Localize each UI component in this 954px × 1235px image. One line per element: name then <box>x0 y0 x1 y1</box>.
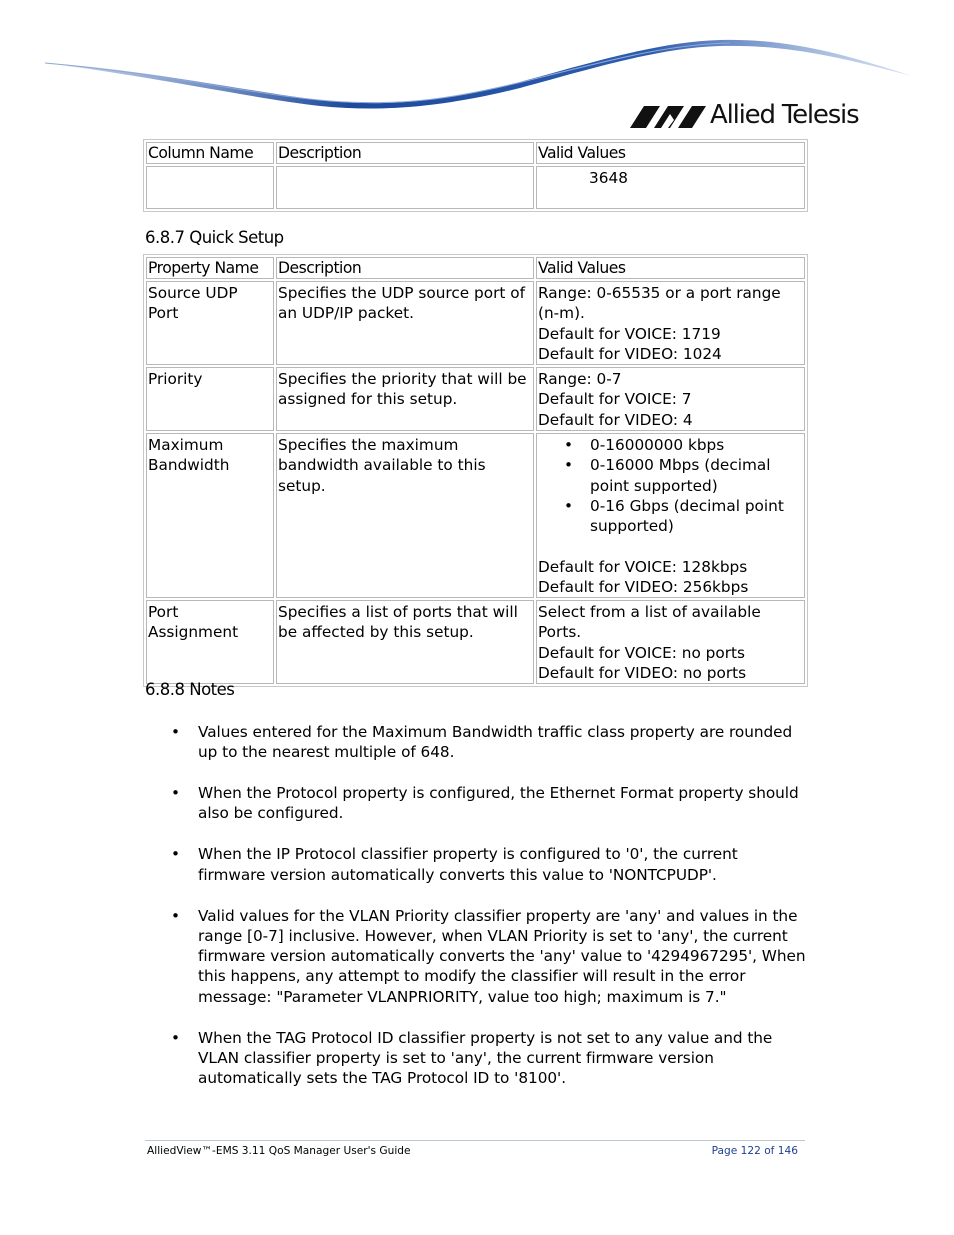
bandwidth-list <box>538 435 803 536</box>
table-cell <box>536 166 805 209</box>
header-column-name: Column Name <box>146 142 274 164</box>
value-line: Select from a list of available Ports. <box>538 603 761 642</box>
property-description: Specifies the priority that will be assigned for this setup. <box>276 367 534 431</box>
header-property-name: Property Name <box>146 257 274 279</box>
footer-divider <box>145 1140 805 1141</box>
list-item: • 0-16 Gbps (decimal point supported) <box>590 496 803 537</box>
header-swoosh <box>0 0 954 115</box>
section-heading-quick-setup: 6.8.7 Quick Setup <box>145 228 284 247</box>
header-description: Description <box>276 142 534 164</box>
property-values <box>536 600 805 684</box>
property-description: Specifies a list of ports that will be affected by this setup. <box>276 600 534 684</box>
list-item: • 0-16000 Mbps (decimal point supported) <box>590 455 803 496</box>
value-line: Default for VOICE: 7 <box>538 390 692 409</box>
table-row <box>146 600 805 684</box>
logo-text: Allied Telesis <box>710 100 859 130</box>
property-values <box>536 367 805 431</box>
property-name: Source UDP Port <box>146 281 274 365</box>
table-cell <box>146 166 274 209</box>
table-row <box>146 433 805 598</box>
value-line: Range: 0-65535 or a port range (n-m). <box>538 284 781 323</box>
notes-list <box>145 722 809 1109</box>
column-table <box>143 139 808 212</box>
property-name: Port Assignment <box>146 600 274 684</box>
value-line: Default for VIDEO: 4 <box>538 410 693 429</box>
property-description: Specifies the maximum bandwidth available to this setup. <box>276 433 534 598</box>
header-valid-values: Valid Values <box>536 142 805 164</box>
section-heading-notes: 6.8.8 Notes <box>145 680 235 699</box>
value-line: Range: 0-7 <box>538 370 622 389</box>
list-item: • When the Protocol property is configured, the Ethernet Format property should also be configured. <box>145 783 809 824</box>
table-cell <box>276 166 534 209</box>
header-description: Description <box>276 257 534 279</box>
footer-page-number: Page 122 of 146 <box>711 1145 798 1157</box>
list-item: • Valid values for the VLAN Priority classifier property are 'any' and values in the range [0-7] inclusive. However, when VLAN Priority is set to 'any', the current firmware version automatically converts the 'any' value to '4294967295', When this happens, any attempt to modify the classifier will result in the error message: "Parameter VLANPRIORITY, value too high; maximum is 7." <box>145 906 809 1007</box>
property-name: Maximum Bandwidth <box>146 433 274 598</box>
valid-value: 3648 <box>589 169 628 187</box>
footer-document-title: AlliedView™-EMS 3.11 QoS Manager User's Guide <box>147 1145 411 1157</box>
property-values <box>536 433 805 598</box>
quick-setup-table <box>143 254 808 687</box>
table-row <box>146 367 805 431</box>
allied-telesis-logo <box>630 100 870 136</box>
logo-mark-icon <box>630 106 706 128</box>
property-values <box>536 281 805 365</box>
value-line: Default for VIDEO: no ports <box>538 664 747 683</box>
list-item: • 0-16000000 kbps <box>590 435 803 455</box>
value-line: Default for VIDEO: 1024 <box>538 344 722 363</box>
value-line: Default for VOICE: 1719 <box>538 324 721 343</box>
list-item: • Values entered for the Maximum Bandwidth traffic class property are rounded up to the nearest multiple of 648. <box>145 722 809 763</box>
header-valid-values: Valid Values <box>536 257 805 279</box>
value-line: Default for VIDEO: 256kbps <box>538 577 749 596</box>
property-name: Priority <box>146 367 274 431</box>
value-line: Default for VOICE: no ports <box>538 643 746 662</box>
table-row <box>146 281 805 365</box>
list-item: • When the IP Protocol classifier property is configured to '0', the current firmware version automatically converts this value to 'NONTCPUDP'. <box>145 844 809 885</box>
property-description: Specifies the UDP source port of an UDP/IP packet. <box>276 281 534 365</box>
value-line: Default for VOICE: 128kbps <box>538 557 748 576</box>
list-item: • When the TAG Protocol ID classifier property is not set to any value and the VLAN classifier property is set to 'any', the current firmware version automatically sets the TAG Protocol ID to '8100'. <box>145 1028 809 1089</box>
